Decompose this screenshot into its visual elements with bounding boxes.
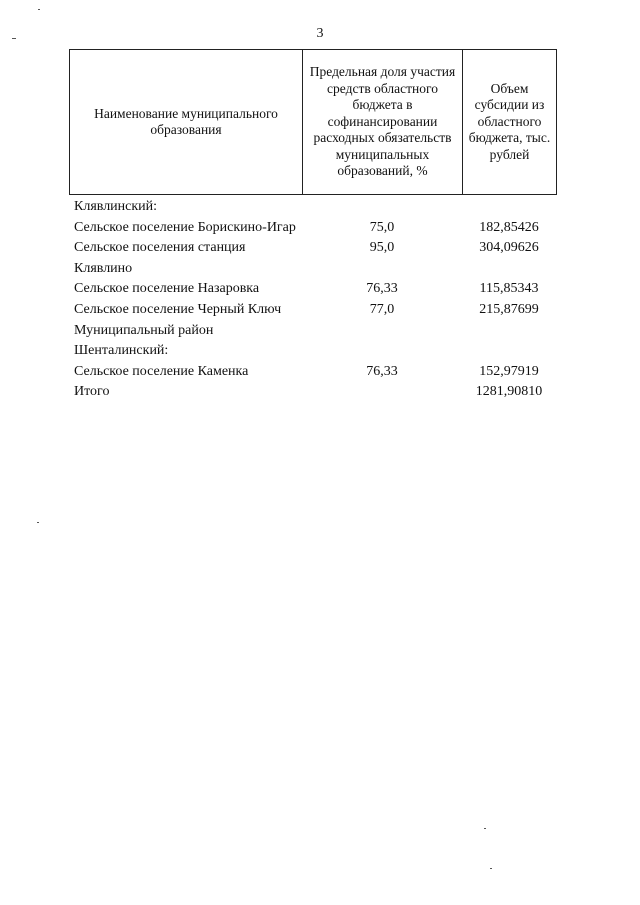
row-amount: 304,09626 [479, 240, 539, 256]
row-amount: 182,85426 [479, 219, 539, 235]
row-amount: 1281,90810 [475, 384, 543, 400]
row-share: 95,0 [369, 240, 395, 256]
scan-speck [12, 38, 16, 39]
row-amount: 152,97919 [479, 363, 539, 379]
row-share: 77,0 [369, 301, 395, 317]
table-row [74, 321, 556, 362]
row-name: Сельское поселение Борискино-Игар [74, 219, 296, 235]
header-share-percent: Предельная доля участия средств областного бюджета в софинансировании расходных обязательств муниципальных образований, % [303, 50, 463, 195]
row-name: Сельское поселение Черный Ключ [74, 301, 282, 317]
page-number: 3 [316, 26, 324, 41]
table-row [74, 300, 556, 321]
scan-speck [490, 868, 492, 869]
header-municipality: Наименование муниципального образования [70, 50, 303, 195]
header-row [70, 50, 557, 195]
table-row [74, 197, 556, 218]
table-row [74, 218, 556, 239]
table-body [74, 197, 556, 403]
row-name: Итого [74, 384, 110, 400]
table-row [74, 279, 556, 300]
row-share: 76,33 [366, 281, 398, 297]
row-amount: 215,87699 [479, 301, 539, 317]
row-name: Сельское поселения станция Клявлино [74, 240, 246, 276]
row-share: 75,0 [369, 219, 395, 235]
row-share: 76,33 [366, 363, 398, 379]
row-name: Муниципальный район Шенталинский: [74, 322, 214, 359]
scan-speck [484, 828, 486, 829]
header-subsidy-amount: Объем субсидии из областного бюджета, тыс. рублей [463, 50, 557, 195]
row-name: Сельское поселение Назаровка [74, 281, 260, 297]
row-amount: 115,85343 [479, 281, 539, 297]
table-row [74, 238, 556, 279]
table-header [69, 49, 557, 195]
scan-speck [38, 9, 40, 10]
table-row-total [74, 382, 556, 403]
row-name: Сельское поселение Каменка [74, 363, 249, 379]
scan-speck [37, 522, 39, 523]
row-name: Клявлинский: [74, 199, 158, 214]
table-row [74, 362, 556, 383]
